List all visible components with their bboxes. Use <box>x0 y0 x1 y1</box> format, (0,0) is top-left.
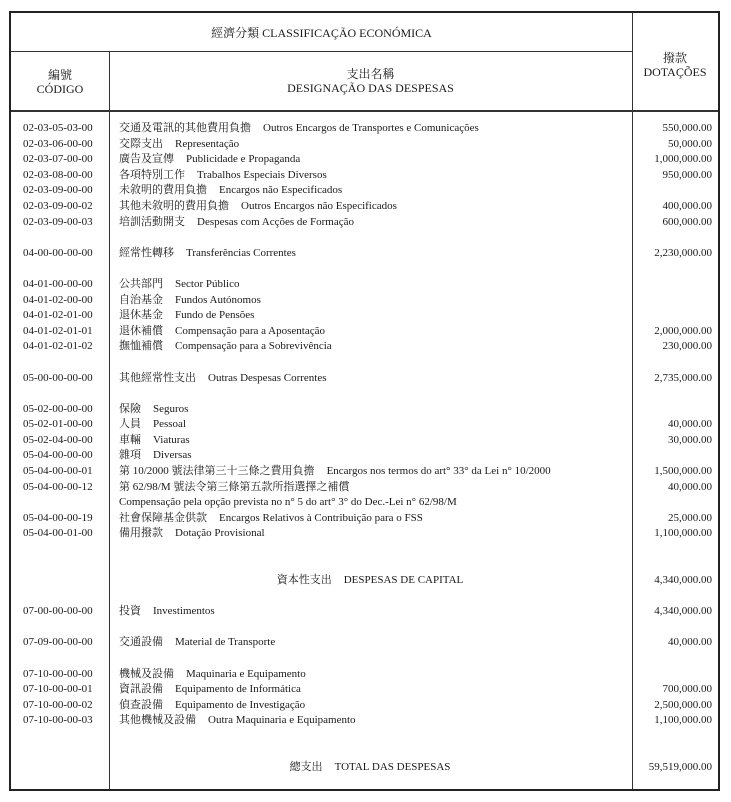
row-amount: 40,000.00 <box>668 418 712 431</box>
table-row <box>11 121 718 137</box>
table-row <box>11 604 718 620</box>
table-row <box>11 448 718 464</box>
row-designation <box>119 433 190 449</box>
table-row <box>11 199 718 215</box>
summary-group <box>11 573 718 589</box>
economic-classification-table <box>9 11 720 791</box>
row-code: 05-02-04-00-00 <box>23 433 93 446</box>
row-designation <box>119 199 397 215</box>
designation-pt: Encargos nos termos do art° 33° da Lei n° 10/2000 <box>326 465 551 478</box>
designation-zh: 投資 <box>119 605 141 618</box>
designation-zh: 經常性轉移 <box>119 246 174 259</box>
table-row <box>11 308 718 324</box>
row-amount: 2,500,000.00 <box>654 698 712 711</box>
row-designation <box>119 511 423 527</box>
code-header-zh: 編號 <box>47 68 72 82</box>
row-amount: 2,000,000.00 <box>654 324 712 337</box>
row-designation <box>119 324 325 340</box>
table-row <box>11 526 718 542</box>
row-code: 05-04-00-00-01 <box>23 465 93 478</box>
row-code: 02-03-09-00-03 <box>23 215 93 228</box>
row-designation <box>119 713 356 729</box>
row-amount: 50,000.00 <box>668 137 712 150</box>
row-code: 07-00-00-00-00 <box>23 605 93 618</box>
designation-pt: Material de Transporte <box>175 636 276 649</box>
row-code: 05-00-00-00-00 <box>23 371 93 384</box>
row-amount: 600,000.00 <box>662 215 712 228</box>
designation-zh: 退休補償 <box>119 324 163 337</box>
table-row <box>11 168 718 184</box>
row-code: 05-04-00-01-00 <box>23 527 93 540</box>
designation-zh: 第 10/2000 號法律第三十三條之費用負擔 <box>119 465 315 478</box>
row-amount: 25,000.00 <box>668 511 712 524</box>
designation-pt: Investimentos <box>153 605 215 618</box>
row-code: 05-04-00-00-12 <box>23 480 93 493</box>
code-header <box>11 68 109 96</box>
row-group <box>11 635 718 651</box>
designation-zh: 資訊設備 <box>119 683 163 696</box>
designation-pt: DESPESAS DE CAPITAL <box>343 574 464 587</box>
row-designation <box>119 246 296 262</box>
row-designation <box>119 480 361 496</box>
row-designation <box>119 293 261 309</box>
designation-zh: 撫恤補償 <box>119 340 163 353</box>
amount-header-zh: 撥款 <box>662 51 687 65</box>
amount-header <box>632 51 718 79</box>
table-row <box>11 698 718 714</box>
designation-zh: 社會保障基金供款 <box>119 511 207 524</box>
table-row <box>11 635 718 651</box>
table-row <box>11 183 718 199</box>
row-designation <box>119 402 188 418</box>
designation-header-zh: 支出名稱 <box>346 67 395 81</box>
designation-pt: Despesas com Acções de Formação <box>197 215 355 228</box>
row-designation <box>119 183 342 199</box>
row-code: 04-01-02-01-00 <box>23 309 93 322</box>
header-divider <box>11 110 718 112</box>
designation-pt: Compensação para a Sobrevivência <box>175 340 332 353</box>
table-row <box>11 371 718 387</box>
table-row <box>11 511 718 527</box>
row-group <box>11 246 718 262</box>
row-code: 02-03-05-03-00 <box>23 122 93 134</box>
row-code: 02-03-08-00-00 <box>23 168 93 181</box>
table-row <box>11 464 718 480</box>
designation-zh: 雜項 <box>119 449 141 462</box>
designation-pt: Fundo de Pensões <box>175 309 255 322</box>
table-row <box>11 667 718 683</box>
row-code: 07-10-00-00-01 <box>23 683 93 696</box>
row-code: 04-01-02-00-00 <box>23 293 93 306</box>
designation-zh: 其他未敘明的費用負擔 <box>119 199 229 212</box>
designation-pt: Sector Público <box>175 277 240 290</box>
row-code: 02-03-06-00-00 <box>23 137 93 150</box>
designation-zh: 人員 <box>119 418 141 431</box>
designation-zh: 偵查設備 <box>119 698 163 711</box>
row-designation <box>109 573 631 589</box>
designation-pt: Publicidade e Propaganda <box>186 153 301 166</box>
designation-zh: 各項特別工作 <box>119 168 185 181</box>
designation-zh: 退休基金 <box>119 309 163 322</box>
table-row <box>11 324 718 340</box>
row-amount: 550,000.00 <box>662 122 712 134</box>
row-amount: 1,000,000.00 <box>654 153 712 166</box>
row-amount: 2,230,000.00 <box>654 246 712 259</box>
table-row <box>11 713 718 729</box>
row-group <box>11 371 718 387</box>
designation-pt: Fundos Autónomos <box>175 293 261 306</box>
row-code: 04-01-02-01-02 <box>23 340 93 353</box>
row-code: 04-01-00-00-00 <box>23 277 93 290</box>
row-designation <box>119 168 327 184</box>
row-designation <box>119 308 254 324</box>
row-code: 07-09-00-00-00 <box>23 636 93 649</box>
row-code: 07-10-00-00-02 <box>23 698 93 711</box>
row-amount: 4,340,000.00 <box>654 605 712 618</box>
row-designation <box>119 339 332 355</box>
row-amount: 1,500,000.00 <box>654 465 712 478</box>
designation-zh: 車輛 <box>119 433 141 446</box>
designation-pt: Encargos Relativos à Contribuição para o FSS <box>219 511 423 524</box>
row-designation <box>119 448 192 464</box>
designation-pt: Dotação Provisional <box>175 527 265 540</box>
row-amount: 40,000.00 <box>668 480 712 493</box>
designation-pt: Pessoal <box>153 418 186 431</box>
table-row <box>11 417 718 433</box>
row-amount: 30,000.00 <box>668 433 712 446</box>
table-row <box>11 293 718 309</box>
row-divider <box>11 51 632 52</box>
designation-pt: Equipamento de Investigação <box>175 698 306 711</box>
row-code: 05-02-01-00-00 <box>23 418 93 431</box>
designation-pt: TOTAL DAS DESPESAS <box>334 760 451 773</box>
row-designation <box>119 277 239 293</box>
row-code: 05-02-00-00-00 <box>23 402 93 415</box>
row-designation <box>119 682 301 698</box>
designation-zh: 資本性支出 <box>276 574 332 587</box>
designation-zh: 廣告及宣傳 <box>119 153 174 166</box>
designation-pt: Equipamento de Informática <box>175 683 301 696</box>
designation-pt: Outras Despesas Correntes <box>208 371 327 384</box>
designation-pt: Compensação pela opção prevista no n° 5 do art° 3° do Dec.-Lei n° 62/98/M <box>119 496 457 509</box>
row-designation <box>119 464 551 480</box>
row-code: 02-03-09-00-00 <box>23 184 93 197</box>
row-designation <box>119 698 305 714</box>
table-row <box>11 339 718 355</box>
summary-row <box>11 573 718 589</box>
row-designation <box>119 604 215 620</box>
designation-header-pt: DESIGNAÇÃO DAS DESPESAS <box>287 81 454 95</box>
row-designation <box>119 371 327 387</box>
table-row <box>11 277 718 293</box>
designation-zh: 備用撥款 <box>119 527 163 540</box>
row-designation <box>119 152 300 168</box>
row-amount: 40,000.00 <box>668 636 712 649</box>
row-code: 05-04-00-00-00 <box>23 449 93 462</box>
designation-zh: 交際支出 <box>119 137 163 150</box>
row-designation <box>119 417 186 433</box>
row-amount: 1,100,000.00 <box>654 714 712 727</box>
summary-group <box>11 760 718 776</box>
designation-pt: Trabalhos Especiais Diversos <box>197 168 327 181</box>
table-body <box>11 121 718 776</box>
row-amount: 59,519,000.00 <box>648 760 712 773</box>
designation-pt: Outros Encargos de Transportes e Comunicações <box>263 122 479 134</box>
table-row <box>11 433 718 449</box>
row-code: 04-01-02-01-01 <box>23 324 93 337</box>
designation-pt: Outra Maquinaria e Equipamento <box>208 714 356 727</box>
row-group <box>11 667 718 729</box>
row-code: 04-00-00-00-00 <box>23 246 93 259</box>
table-row <box>11 480 718 496</box>
row-designation <box>119 121 479 137</box>
designation-zh: 其他經常性支出 <box>119 371 196 384</box>
designation-zh: 未敘明的費用負擔 <box>119 184 207 197</box>
designation-zh: 總支出 <box>289 760 323 773</box>
table-row <box>11 137 718 153</box>
row-code: 07-10-00-00-03 <box>23 714 93 727</box>
designation-zh: 交通設備 <box>119 636 163 649</box>
row-designation <box>119 215 354 231</box>
amount-header-pt: DOTAÇÕES <box>643 65 707 79</box>
table-row <box>11 495 718 511</box>
designation-pt: Diversas <box>153 449 192 462</box>
table-row <box>11 215 718 231</box>
summary-row <box>11 760 718 776</box>
table-row <box>11 246 718 262</box>
row-amount: 4,340,000.00 <box>654 574 712 587</box>
row-group <box>11 604 718 620</box>
designation-zh: 培訓活動開支 <box>119 215 185 228</box>
row-code: 05-04-00-00-19 <box>23 511 93 524</box>
designation-pt: Maquinaria e Equipamento <box>186 667 306 680</box>
row-amount: 400,000.00 <box>662 199 712 212</box>
row-designation <box>119 137 239 153</box>
row-code: 02-03-07-00-00 <box>23 153 93 166</box>
row-amount: 950,000.00 <box>662 168 712 181</box>
designation-pt: Compensação para a Aposentação <box>175 324 325 337</box>
designation-pt: Transferências Correntes <box>186 246 296 259</box>
row-designation <box>119 635 275 651</box>
row-code: 02-03-09-00-02 <box>23 199 93 212</box>
designation-pt: Outros Encargos não Especificados <box>241 199 397 212</box>
row-code: 07-10-00-00-00 <box>23 667 93 680</box>
designation-zh: 交通及電訊的其他費用負擔 <box>119 122 251 134</box>
designation-zh: 保險 <box>119 402 141 415</box>
table-row <box>11 682 718 698</box>
designation-pt: Encargos não Especificados <box>219 184 343 197</box>
table-row <box>11 152 718 168</box>
row-designation <box>119 526 265 542</box>
row-amount: 700,000.00 <box>662 683 712 696</box>
row-group <box>11 277 718 355</box>
table-title: 經濟分類 CLASSIFICAÇÃO ECONÓMICA <box>211 25 432 40</box>
row-designation <box>119 495 457 511</box>
row-group <box>11 121 718 230</box>
code-header-pt: CÓDIGO <box>36 82 84 96</box>
designation-header <box>109 67 632 95</box>
designation-zh: 第 62/98/M 號法令第三條第五款所指選擇之補償 <box>119 480 350 493</box>
designation-zh: 公共部門 <box>119 277 163 290</box>
table-row <box>11 402 718 418</box>
row-amount: 2,735,000.00 <box>654 371 712 384</box>
designation-pt: Seguros <box>153 402 189 415</box>
designation-pt: Viaturas <box>153 433 190 446</box>
row-amount: 1,100,000.00 <box>654 527 712 540</box>
row-amount: 230,000.00 <box>662 340 712 353</box>
designation-pt: Representação <box>175 137 240 150</box>
designation-zh: 其他機械及設備 <box>119 714 196 727</box>
row-group <box>11 402 718 542</box>
row-designation <box>119 667 306 683</box>
row-designation <box>109 760 631 776</box>
designation-zh: 自治基金 <box>119 293 163 306</box>
designation-zh: 機械及設備 <box>119 667 174 680</box>
